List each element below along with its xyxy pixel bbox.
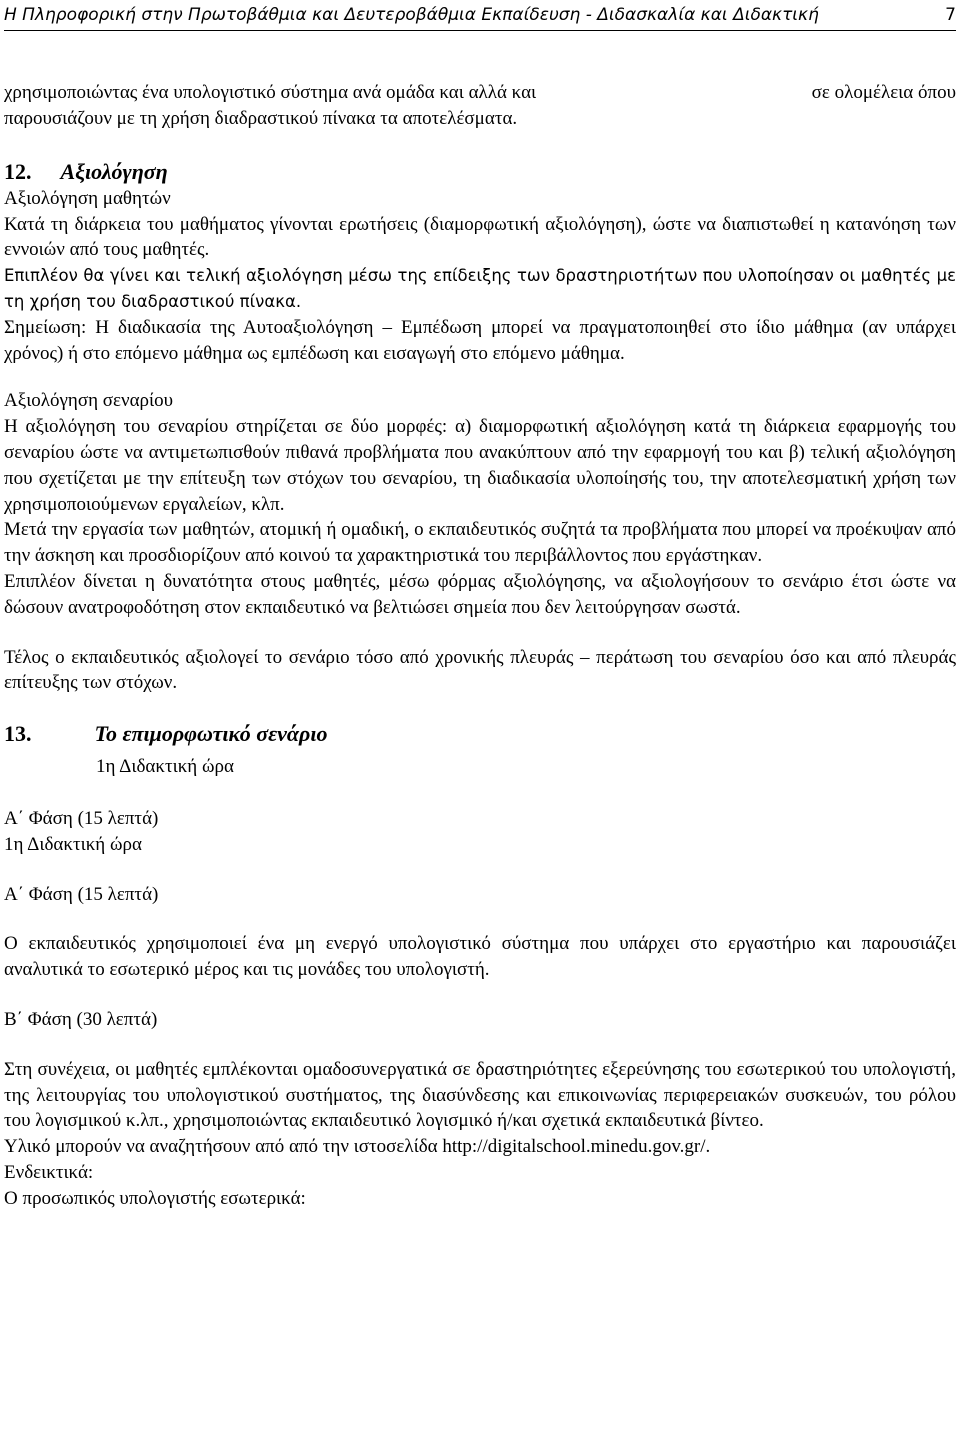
intro-paragraph [4, 80, 956, 106]
indicative-label: Ενδεικτικά: [4, 1161, 94, 1183]
section-13-heading [4, 720, 956, 748]
section-12-paragraph-5: Μετά την εργασία των μαθητών, ατομική ή ομαδική, ο εκπαιδευτικός συζητά τα προβλήματα που μπορεί να προέκυψαν από την άσκηση και προσδιορίζουν από κοινού τα χαρακτηριστικά του περιβάλλοντος που εργάστηκαν. [4, 519, 956, 567]
section-13-number: 13. [4, 721, 32, 747]
section-12-number: 12. [4, 158, 32, 184]
phase-b-label: Β΄ Φάση (30 λεπτά) [4, 1008, 158, 1030]
running-header [4, 0, 956, 30]
students-eval-heading: Αξιολόγηση μαθητών [4, 187, 171, 209]
section-12-title: Αξιολόγηση [60, 158, 168, 184]
document-body [4, 30, 956, 1212]
section-13-paragraph-2: Στη συνέχεια, οι μαθητές εμπλέκονται ομαδοσυνεργατικά σε δραστηριότητες εξερεύνησης του εσωτερικού του υπολογιστή, της λειτουργίας του υπολογιστικού συστήματος, της διασύνδεσης και επικοινωνίας περιφερειακών συσκευών, του ρόλου του λογισμικού κ.λπ., χρησιμοποιώντας εκπαιδευτικό λογισμικό ή/και σχετικά εκπαιδευτικά βίντεο. [4, 1058, 956, 1132]
document-page [4, 0, 956, 1212]
phase-a-label-1: Α΄ Φάση (15 λεπτά) [4, 807, 159, 829]
header-title: Η Πληροφορική στην Πρωτοβάθμια και Δευτεροβάθμια Εκπαίδευση - Διδασκαλία και Διδακτική [4, 5, 819, 25]
section-12-note: Σημείωση: Η διαδικασία της Αυτοαξιολόγηση – Εμπέδωση μπορεί να πραγματοποιηθεί στο ίδιο μάθημα (αν υπάρχει χρόνος) ή στο επόμενο μάθημα ως εμπέδωση και εισαγωγή στο επόμενο μάθημα. [4, 316, 956, 364]
section-12-paragraph-6: Επιπλέον δίνεται η δυνατότητα στους μαθητές, μέσω φόρμας αξιολόγησης, να αξιολογήσουν το σενάριο έτσι ώστε να δώσουν ανατροφοδότηση στον εκπαιδευτικό να βελτιώσει σημεία που δεν λειτούργησαν σωστά. [4, 570, 956, 618]
intro-line1-right: σε ολομέλεια όπου [811, 82, 956, 103]
section-13-paragraph-1: Ο εκπαιδευτικός χρησιμοποιεί ένα μη ενεργό υπολογιστικό σύστημα που υπάρχει στο εργαστήριο και παρουσιάζει αναλυτικά το εσωτερικό μέρος και τις μονάδες του υπολογιστή. [4, 933, 956, 981]
phase-a-label-2: Α΄ Φάση (15 λεπτά) [4, 883, 159, 905]
hour-1-indented: 1η Διδακτική ώρα [96, 756, 234, 778]
section-12-paragraph-7: Τέλος ο εκπαιδευτικός αξιολογεί το σενάριο τόσο από χρονικής πλευράς – περάτωση του σεναρίου όσο και από πλευράς επίτευξης των στόχων. [4, 646, 956, 694]
section-12-paragraph-2: Επιπλέον θα γίνει και τελική αξιολόγηση μέσω της επίδειξης των δραστηριοτήτων που υλοποίησαν οι μαθητές με τη χρήση του διαδραστικού πίνακα. [4, 266, 956, 311]
intro-line2: παρουσιάζουν με τη χρήση διαδραστικού πίνακα τα αποτελέσματα. [4, 108, 518, 129]
pc-inside-label: Ο προσωπικός υπολογιστής εσωτερικά: [4, 1187, 306, 1209]
section-13-paragraph-3: Υλικό μπορούν να αναζητήσουν από από την ιστοσελίδα http://digitalschool.minedu.gov.gr/. [4, 1136, 711, 1158]
intro-line1-left: χρησιμοποιώντας ένα υπολογιστικό σύστημα ανά ομάδα και αλλά και [4, 82, 537, 103]
page-number: 7 [945, 5, 956, 25]
header-rule [4, 30, 956, 31]
section-12-paragraph-1: Κατά τη διάρκεια του μαθήματος γίνονται ερωτήσεις (διαμορφωτική αξιολόγηση), ώστε να διαπιστωθεί η κατανόηση των εννοιών από τους μαθητές. [4, 213, 956, 261]
section-12-paragraph-4: Η αξιολόγηση του σεναρίου στηρίζεται σε δύο μορφές: α) διαμορφωτική αξιολόγηση κατά τη διάρκεια εφαρμογής του σεναρίου ώστε να αντιμετωπισθούν πιθανά προβλήματα που ανακύπτουν από την εφαρμογή του και β) τελική αξιολόγηση που σχετίζεται με την επίτευξη των στόχων του σεναρίου, τη διαδικασία υλοποίησής του, την αποτελεσματική χρήση των χρησιμοποιούμενων εργαλείων, κλπ. [4, 416, 956, 515]
hour-1-label: 1η Διδακτική ώρα [4, 833, 142, 855]
section-13-title: Το επιμορφωτικό σενάριο [94, 721, 328, 747]
section-12-heading [4, 158, 956, 186]
scenario-eval-heading: Αξιολόγηση σεναρίου [4, 390, 174, 412]
